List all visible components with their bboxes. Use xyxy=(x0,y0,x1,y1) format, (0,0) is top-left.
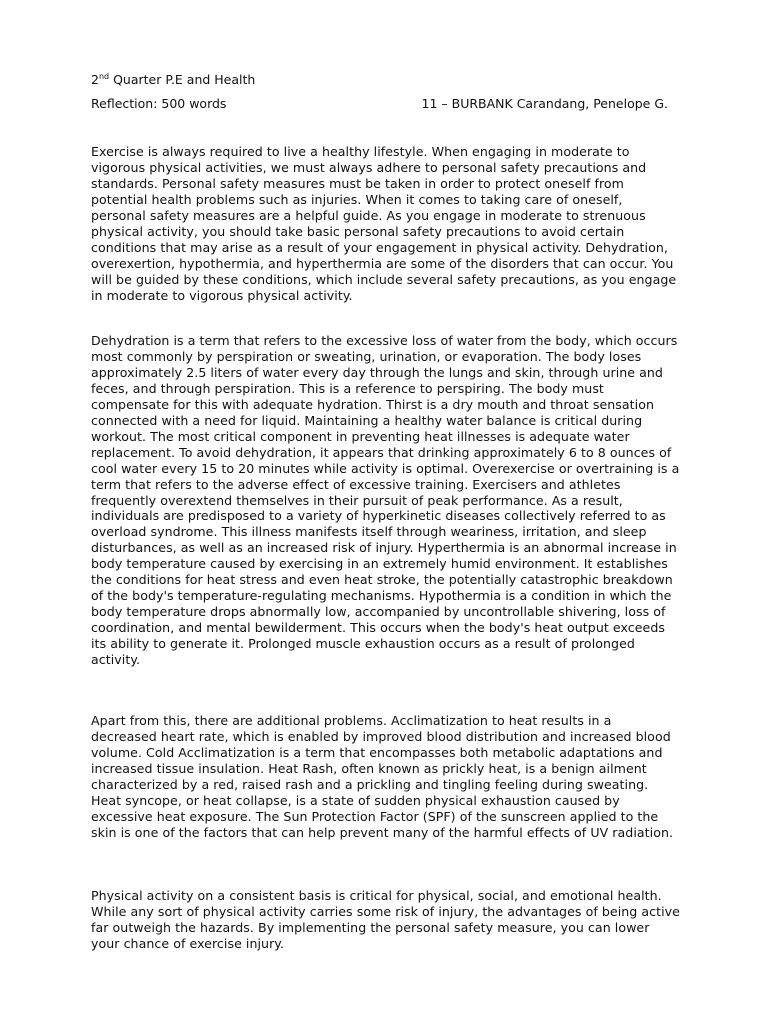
quarter-number: 2 xyxy=(91,72,99,87)
paragraph-conditions: Dehydration is a term that refers to the excessive loss of water from the body, which occurs most commonly by perspiration or sweating, urination, or evaporation. The body loses approximately 2.5 liters of water every day through the lungs and skin, through urine and feces, and through perspiration. This is a reference to perspiring. The body must compensate for this with adequate hydration. Thirst is a dry mouth and throat sensation connected with a need for liquid. Maintaining a healthy water balance is critical during workout. The most critical component in preventing heat illnesses is adequate water replacement. To avoid dehydration, it appears that drinking approximately 6 to 8 ounces of cool water every 15 to 20 minutes while activity is optimal. Overexercise or overtraining is a term that refers to the adverse effect of excessive training. Exercisers and athletes frequently overextend themselves in their pursuit of peak performance. As a result, individuals are predisposed to a variety of hyperkinetic diseases collectively referred to as overload syndrome. This illness manifests itself through weariness, irritation, and sleep disturbances, as well as an increased risk of injury. Hyperthermia is an abnormal increase in body temperature caused by exercising in an extremely humid environment. It establishes the conditions for heat stress and even heat stroke, the potentially catastrophic breakdown of the body's temperature-regulating mechanisms. Hypothermia is a condition in which the body temperature drops abnormally low, accompanied by uncontrollable shivering, loss of coordination, and mental bewilderment. This occurs when the body's heat output exceeds its ability to generate it. Prolonged muscle exhaustion occurs as a result of prolonged activity. xyxy=(91,333,680,668)
document-title xyxy=(91,72,255,88)
student-name: 11 – BURBANK Carandang, Penelope G. xyxy=(421,96,668,111)
quarter-suffix: nd xyxy=(98,72,110,81)
title-text: Quarter P.E and Health xyxy=(109,72,256,87)
reflection-label: Reflection: 500 words xyxy=(91,96,227,111)
paragraph-intro: Exercise is always required to live a healthy lifestyle. When engaging in moderate to vigorous physical activities, we must always adhere to personal safety precautions and standards. Personal safety measures must be taken in order to protect oneself from potential health problems such as injuries. When it comes to taking care of oneself, personal safety measures are a helpful guide. As you engage in moderate to strenuous physical activity, you should take basic personal safety precautions to avoid certain conditions that may arise as a result of your engagement in physical activity. Dehydration, overexertion, hypothermia, and hyperthermia are some of the disorders that can occur. You will be guided by these conditions, which include several safety precautions, as you engage in moderate to vigorous physical activity. xyxy=(91,144,677,303)
paragraph-conclusion: Physical activity on a consistent basis is critical for physical, social, and emotional health. While any sort of physical activity carries some risk of injury, the advantages of being active far outweigh the hazards. By implementing the personal safety measure, you can lower your chance of exercise injury. xyxy=(91,888,680,951)
paragraph-additional-problems: Apart from this, there are additional problems. Acclimatization to heat results in a decreased heart rate, which is enabled by improved blood distribution and increased blood volume. Cold Acclimatization is a term that encompasses both metabolic adaptations and increased tissue insulation. Heat Rash, often known as prickly heat, is a benign ailment characterized by a red, raised rash and a prickling and tingling feeling during sweating. Heat syncope, or heat collapse, is a state of sudden physical exhaustion caused by excessive heat exposure. The Sun Protection Factor (SPF) of the sunscreen applied to the skin is one of the factors that can help prevent many of the harmful effects of UV radiation. xyxy=(91,713,674,840)
